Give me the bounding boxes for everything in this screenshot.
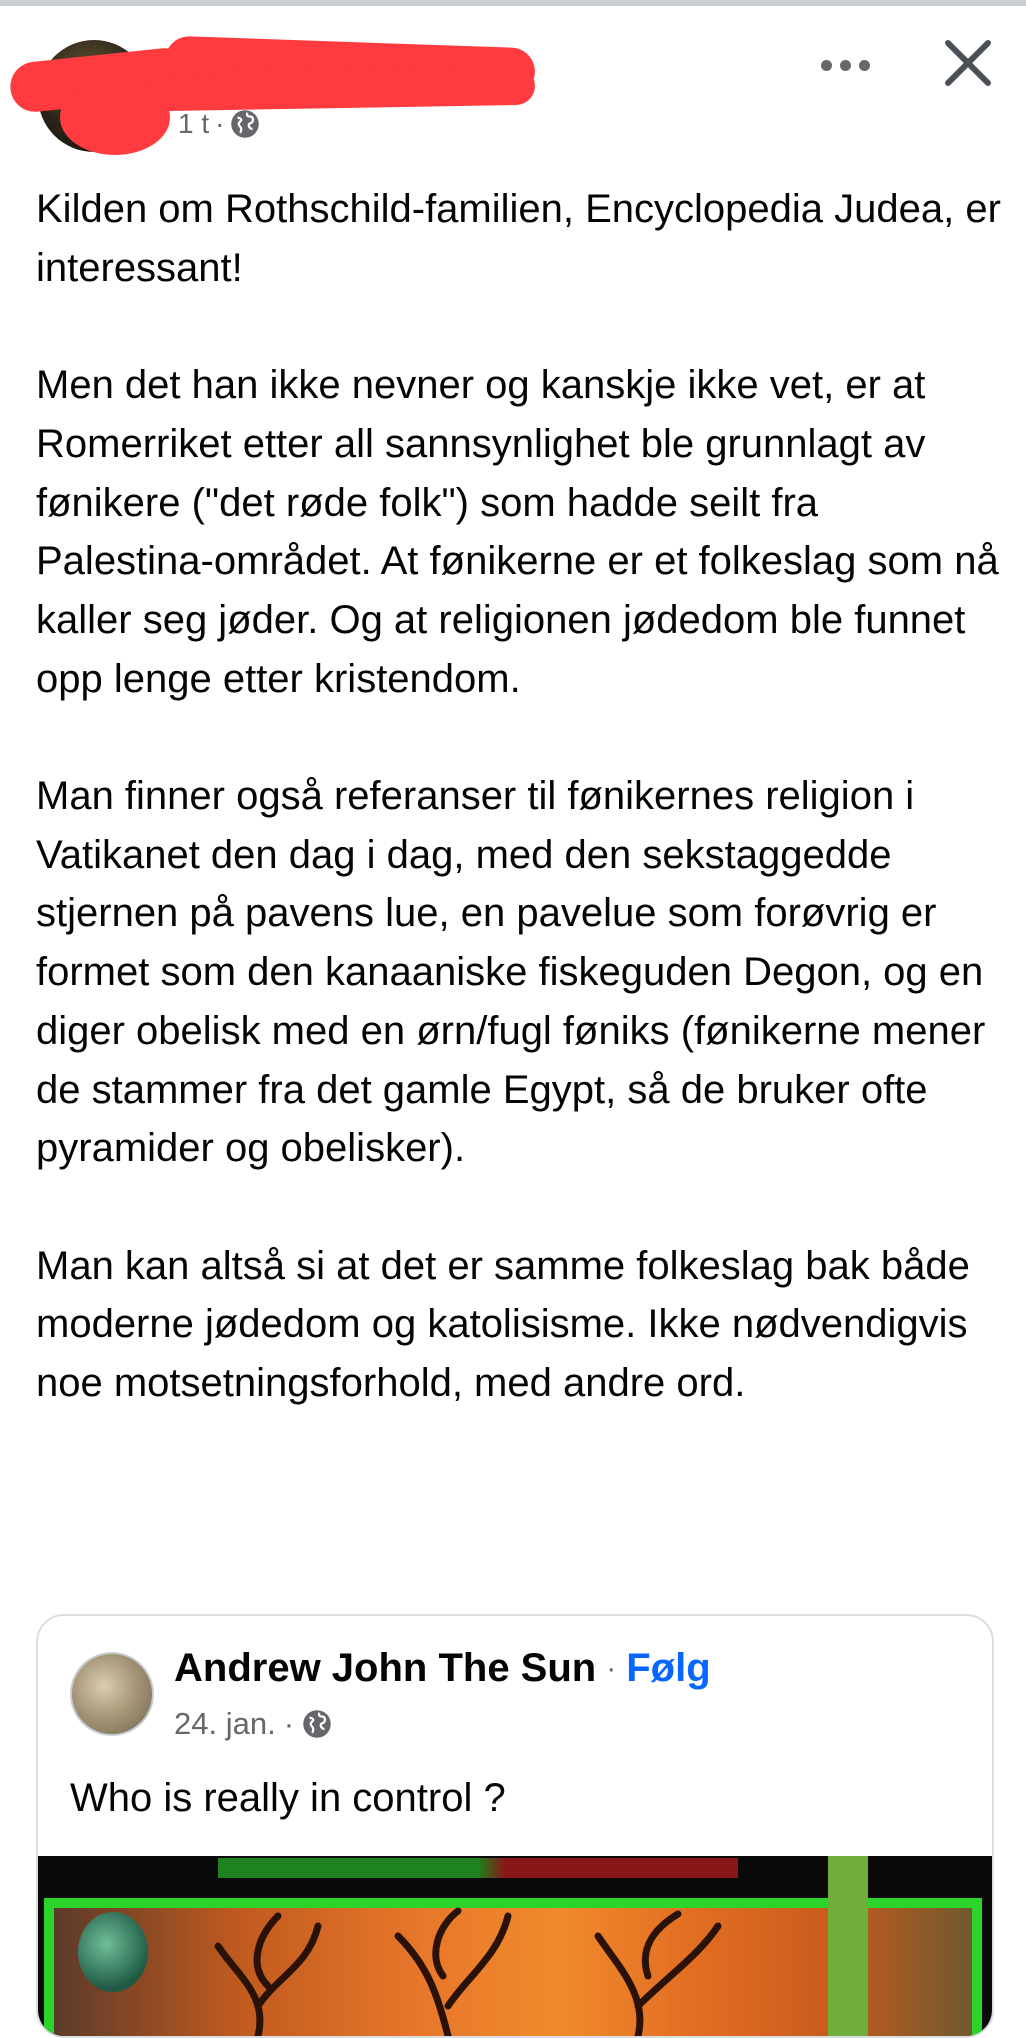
close-icon [940,35,996,91]
shared-post-date[interactable]: 24. jan. [174,1706,276,1741]
shared-author-avatar[interactable] [70,1652,154,1736]
post-paragraph: Man kan altså si at det er samme folkeslag bak både moderne jødedom og katolisisme. Ikke nødvendigvis noe motsetningsforhold, med andre ord. [36,1243,970,1406]
shared-post-text: Who is really in control ? [70,1776,506,1820]
shared-author-line [174,1646,711,1691]
more-options-dot [840,60,851,71]
post-paragraph: Kilden om Rothschild-familien, Encyclopedia Judea, er interessant! [36,187,1001,290]
name-separator: · [606,1651,617,1685]
close-button[interactable] [940,35,996,91]
post-body [36,180,1001,1471]
image-stripe [828,1856,868,2036]
more-options-dot [859,60,870,71]
post-paragraph: Men det han ikke nevner og kanskje ikke vet, er at Romerriket etter all sannsynlighet ble grunnlagt av fønikere ("det røde folk") som hadde seilt fra Palestina-området. At fønikerne er et folkeslag som nå kaller seg jøder. Og at religionen jødedom ble funnet opp lenge etter kristendom. [36,363,999,701]
top-divider [0,0,1026,6]
meta-separator: · [215,108,225,139]
post-time[interactable]: 1 t [178,108,210,139]
globe-icon [230,109,260,139]
shared-post-image[interactable] [38,1856,992,2036]
redaction-mark [150,67,536,112]
more-options-icon [821,60,832,71]
image-banner [218,1858,738,1878]
more-options-button[interactable] [815,45,875,85]
shared-post-card[interactable] [36,1614,994,2038]
image-tree-artwork [198,1906,758,2036]
shared-author-name[interactable]: Andrew John The Sun [174,1646,597,1690]
image-orb [78,1912,148,1992]
post-meta [178,108,260,140]
shared-post-meta [174,1706,332,1742]
meta-separator: · [283,1706,295,1741]
follow-button[interactable]: Følg [626,1646,711,1690]
globe-icon [302,1709,332,1739]
post-paragraph: Man finner også referanser til fønikernes religion i Vatikanet den dag i dag, med den sekstaggedde stjernen på pavens lue, en pavelue som forøvrig er formet som den kanaaniske fiskeguden Degon, og en diger obelisk med en ørn/fugl føniks (fønikerne mener de stammer fra det gamle Egypt, så de bruker ofte pyramider og obelisker). [36,774,986,1171]
